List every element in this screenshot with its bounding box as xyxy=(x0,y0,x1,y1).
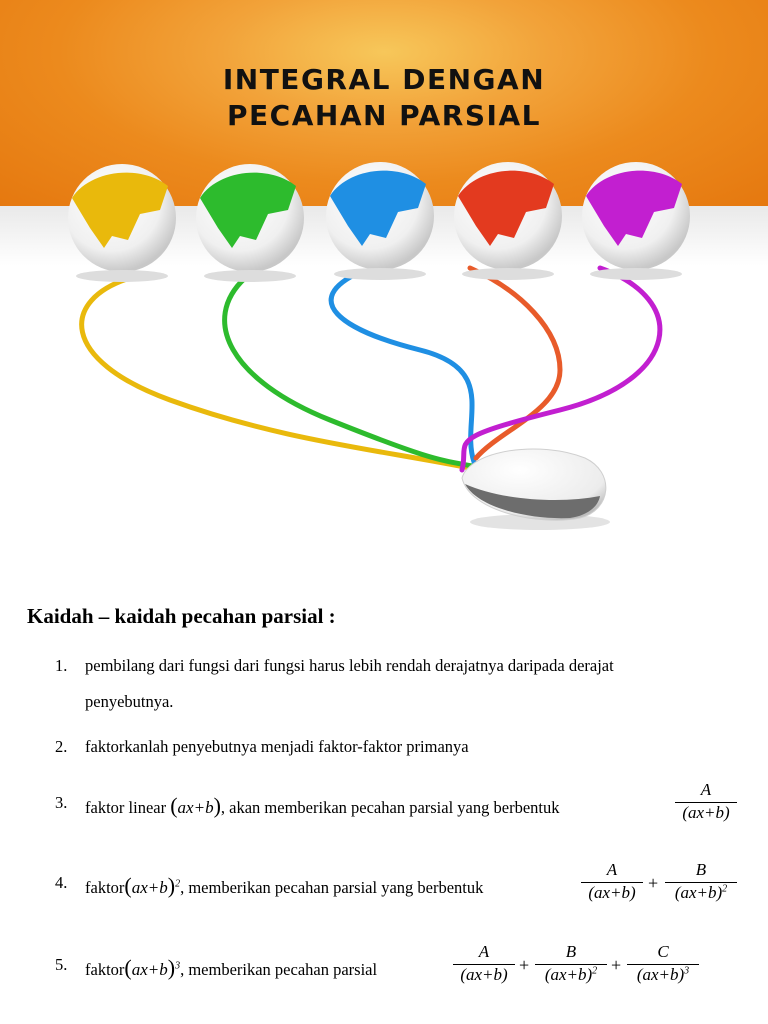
fraction-denominator xyxy=(663,883,739,903)
globe-row xyxy=(68,162,690,282)
rule-prefix: faktor xyxy=(85,878,125,897)
fraction-numerator: B xyxy=(565,942,577,961)
fraction-denominator: (ax+b) xyxy=(588,883,636,902)
rule-number: 5. xyxy=(55,955,68,974)
denominator-power: 2 xyxy=(722,883,728,895)
rule-suffix: , memberikan pecahan parsial xyxy=(180,960,378,979)
fraction-denominator xyxy=(533,965,609,985)
fraction-numerator: B xyxy=(695,860,707,879)
globes-mouse-illustration xyxy=(0,150,768,530)
fraction-numerator: A xyxy=(606,860,618,879)
factor-expression: ax+b xyxy=(131,878,168,897)
denominator-base: (ax+b) xyxy=(674,883,723,902)
rule-item-5 xyxy=(55,942,768,995)
partial-fraction xyxy=(451,942,517,985)
denominator-power: 2 xyxy=(592,965,598,977)
repeated-factor: $(ax+b)^3$ xyxy=(124,955,181,980)
rule-number: 3. xyxy=(55,793,68,812)
page-title xyxy=(0,62,768,134)
fraction-denominator: (ax+b) xyxy=(460,965,508,984)
rule-prefix: faktor xyxy=(85,960,125,979)
rule-suffix: , memberikan pecahan parsial yang berbentuk xyxy=(180,878,484,897)
cables xyxy=(82,268,660,470)
rule-suffix: , akan memberikan pecahan parsial yang berbentuk xyxy=(220,798,560,817)
partial-fraction xyxy=(663,860,739,903)
factor-power: 3 xyxy=(175,960,181,972)
denominator-power: 3 xyxy=(684,965,690,977)
rule-prefix: faktor linear xyxy=(85,798,167,817)
partial-fraction xyxy=(673,780,739,823)
rule-number: 2. xyxy=(55,737,68,756)
linear-factor: (ax+b) xyxy=(170,793,221,818)
globe-icon xyxy=(326,162,434,280)
rules-heading: Kaidah – kaidah pecahan parsial : xyxy=(27,604,336,628)
fraction-numerator: C xyxy=(657,942,669,961)
rule-text-continued: penyebutnya. xyxy=(85,692,174,711)
rule-number: 1. xyxy=(55,656,68,675)
rule-text: faktorkanlah penyebutnya menjadi faktor-faktor primanya xyxy=(85,737,469,756)
plus-sign: + xyxy=(648,873,659,893)
rule-text xyxy=(85,793,559,819)
globe-icon xyxy=(196,164,304,282)
title-line-2: PECAHAN PARSIAL xyxy=(227,99,541,132)
rule-text: pembilang dari fungsi dari fungsi harus lebih rendah derajatnya daripada derajat xyxy=(85,656,614,675)
repeated-factor: $(ax+b)^2$ xyxy=(124,873,181,898)
globe-icon xyxy=(68,164,176,282)
title-line-1: INTEGRAL DENGAN xyxy=(222,63,546,96)
rule-number: 4. xyxy=(55,873,68,892)
partial-fraction xyxy=(625,942,701,985)
globe-icon xyxy=(582,162,690,280)
partial-fraction xyxy=(579,860,645,903)
denominator-base: (ax+b) xyxy=(636,965,685,984)
rule-text xyxy=(85,873,483,899)
partial-fraction xyxy=(533,942,609,985)
fraction-numerator: A xyxy=(478,942,490,961)
rule-item-3 xyxy=(55,780,768,833)
plus-sign: + xyxy=(611,955,622,975)
rule-text xyxy=(85,955,377,981)
fraction-denominator: (ax+b) xyxy=(682,803,730,822)
denominator-base: (ax+b) xyxy=(544,965,593,984)
factor-expression: ax+b xyxy=(177,798,214,817)
factor-expression: ax+b xyxy=(131,960,168,979)
fraction-numerator: A xyxy=(700,780,712,799)
plus-sign: + xyxy=(519,955,530,975)
mouse-icon xyxy=(462,449,610,530)
fraction-denominator xyxy=(625,965,701,985)
globe-icon xyxy=(454,162,562,280)
factor-power: 2 xyxy=(175,878,181,890)
rule-item-4 xyxy=(55,860,768,913)
